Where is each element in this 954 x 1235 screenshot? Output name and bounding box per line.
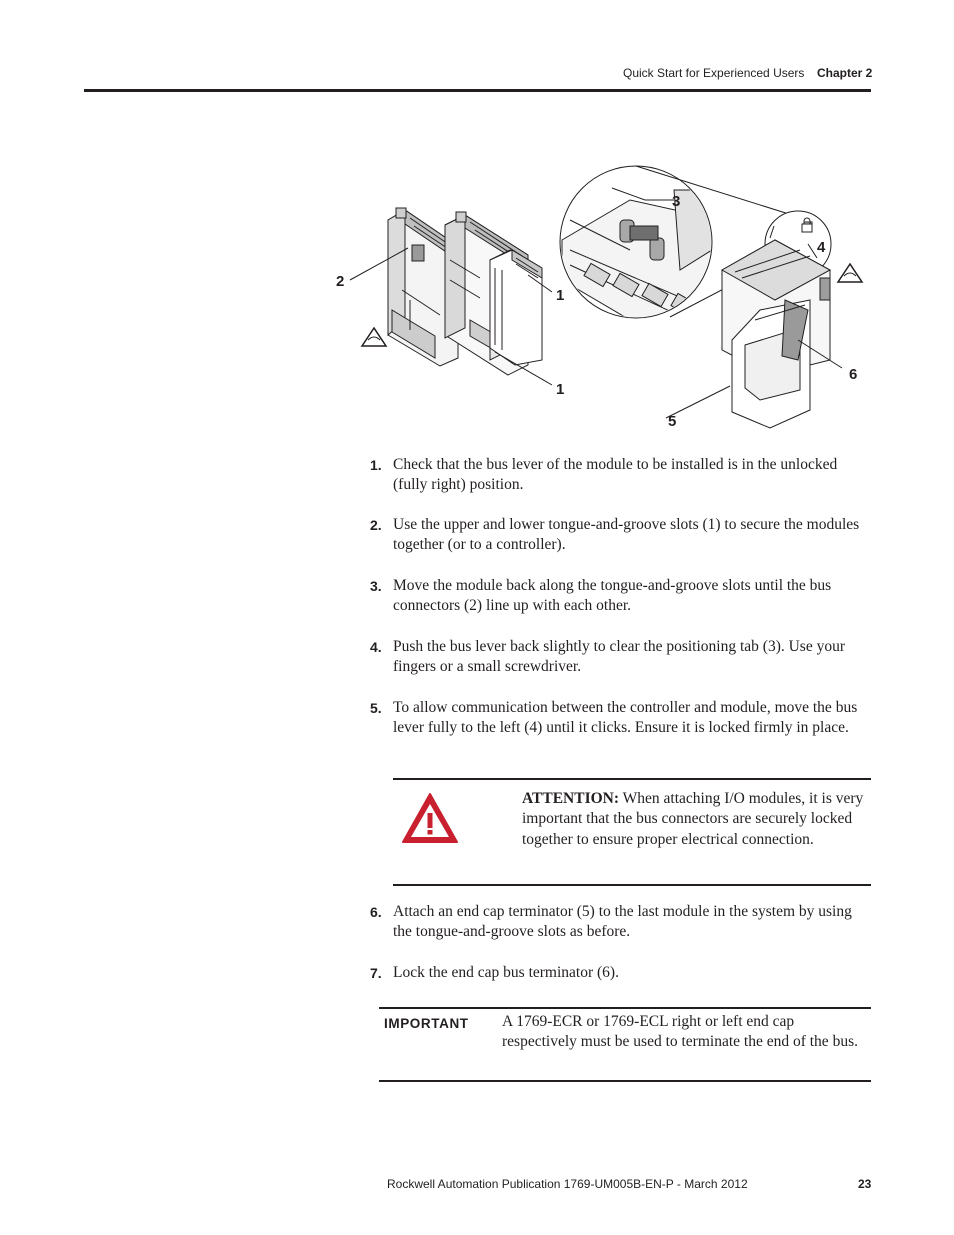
step-number: 2. [370, 517, 382, 533]
step-text: Use the upper and lower tongue-and-groove slots (1) to secure the modules together (or to a controller). [393, 516, 860, 554]
footer-publication: Rockwell Automation Publication 1769-UM005B-EN-P - March 2012 [387, 1177, 748, 1191]
step-text: Lock the end cap bus terminator (6). [393, 964, 619, 981]
esd-warning-icon-left [362, 328, 386, 346]
page-number: 23 [858, 1177, 872, 1191]
step-number: 7. [370, 965, 382, 981]
step-number: 4. [370, 639, 382, 655]
attention-label: ATTENTION: [522, 790, 620, 807]
attention-text [522, 789, 870, 850]
important-text: A 1769-ECR or 1769-ECL right or left end cap respectively must be used to terminate the end of the bus. [502, 1013, 858, 1051]
step-number: 3. [370, 578, 382, 594]
callout-6: 6 [849, 366, 858, 383]
step-number: 6. [370, 904, 382, 920]
attention-body: When attaching I/O modules, it is very important that the bus connectors are securely locked together to ensure proper electrical connection. [522, 790, 864, 848]
callout-4: 4 [817, 239, 826, 256]
module-assembly-figure [330, 160, 875, 435]
header-section-title: Quick Start for Experienced Users [623, 66, 805, 80]
header-chapter: Chapter 2 [817, 66, 873, 80]
callout-5: 5 [668, 413, 677, 430]
esd-warning-icon-right [838, 264, 862, 282]
step-text: Attach an end cap terminator (5) to the last module in the system by using the tongue-and-groove slots as before. [393, 903, 852, 941]
front-module-drawing [490, 250, 542, 365]
step-text: Check that the bus lever of the module to be installed is in the unlocked (fully right) position. [393, 456, 838, 494]
step-text: To allow communication between the controller and module, move the bus lever fully to the left (4) until it clicks. Ensure it is locked firmly in place. [393, 699, 858, 737]
header-rule [84, 89, 871, 92]
step-text: Push the bus lever back slightly to clear the positioning tab (3). Use your fingers or a small screwdriver. [393, 638, 845, 676]
attention-box [393, 778, 871, 886]
step-text: Move the module back along the tongue-and-groove slots until the bus connectors (2) line up with each other. [393, 577, 832, 615]
callout-1-upper: 1 [556, 287, 565, 304]
callout-3: 3 [672, 193, 681, 210]
callout-2: 2 [336, 273, 345, 290]
step-number: 5. [370, 700, 382, 716]
module-assembly-illustration [330, 160, 875, 435]
callout-1-lower: 1 [556, 381, 565, 398]
warning-triangle-icon [401, 792, 459, 844]
important-label: IMPORTANT [384, 1016, 469, 1031]
step-number: 1. [370, 457, 382, 473]
important-box [379, 1007, 871, 1082]
